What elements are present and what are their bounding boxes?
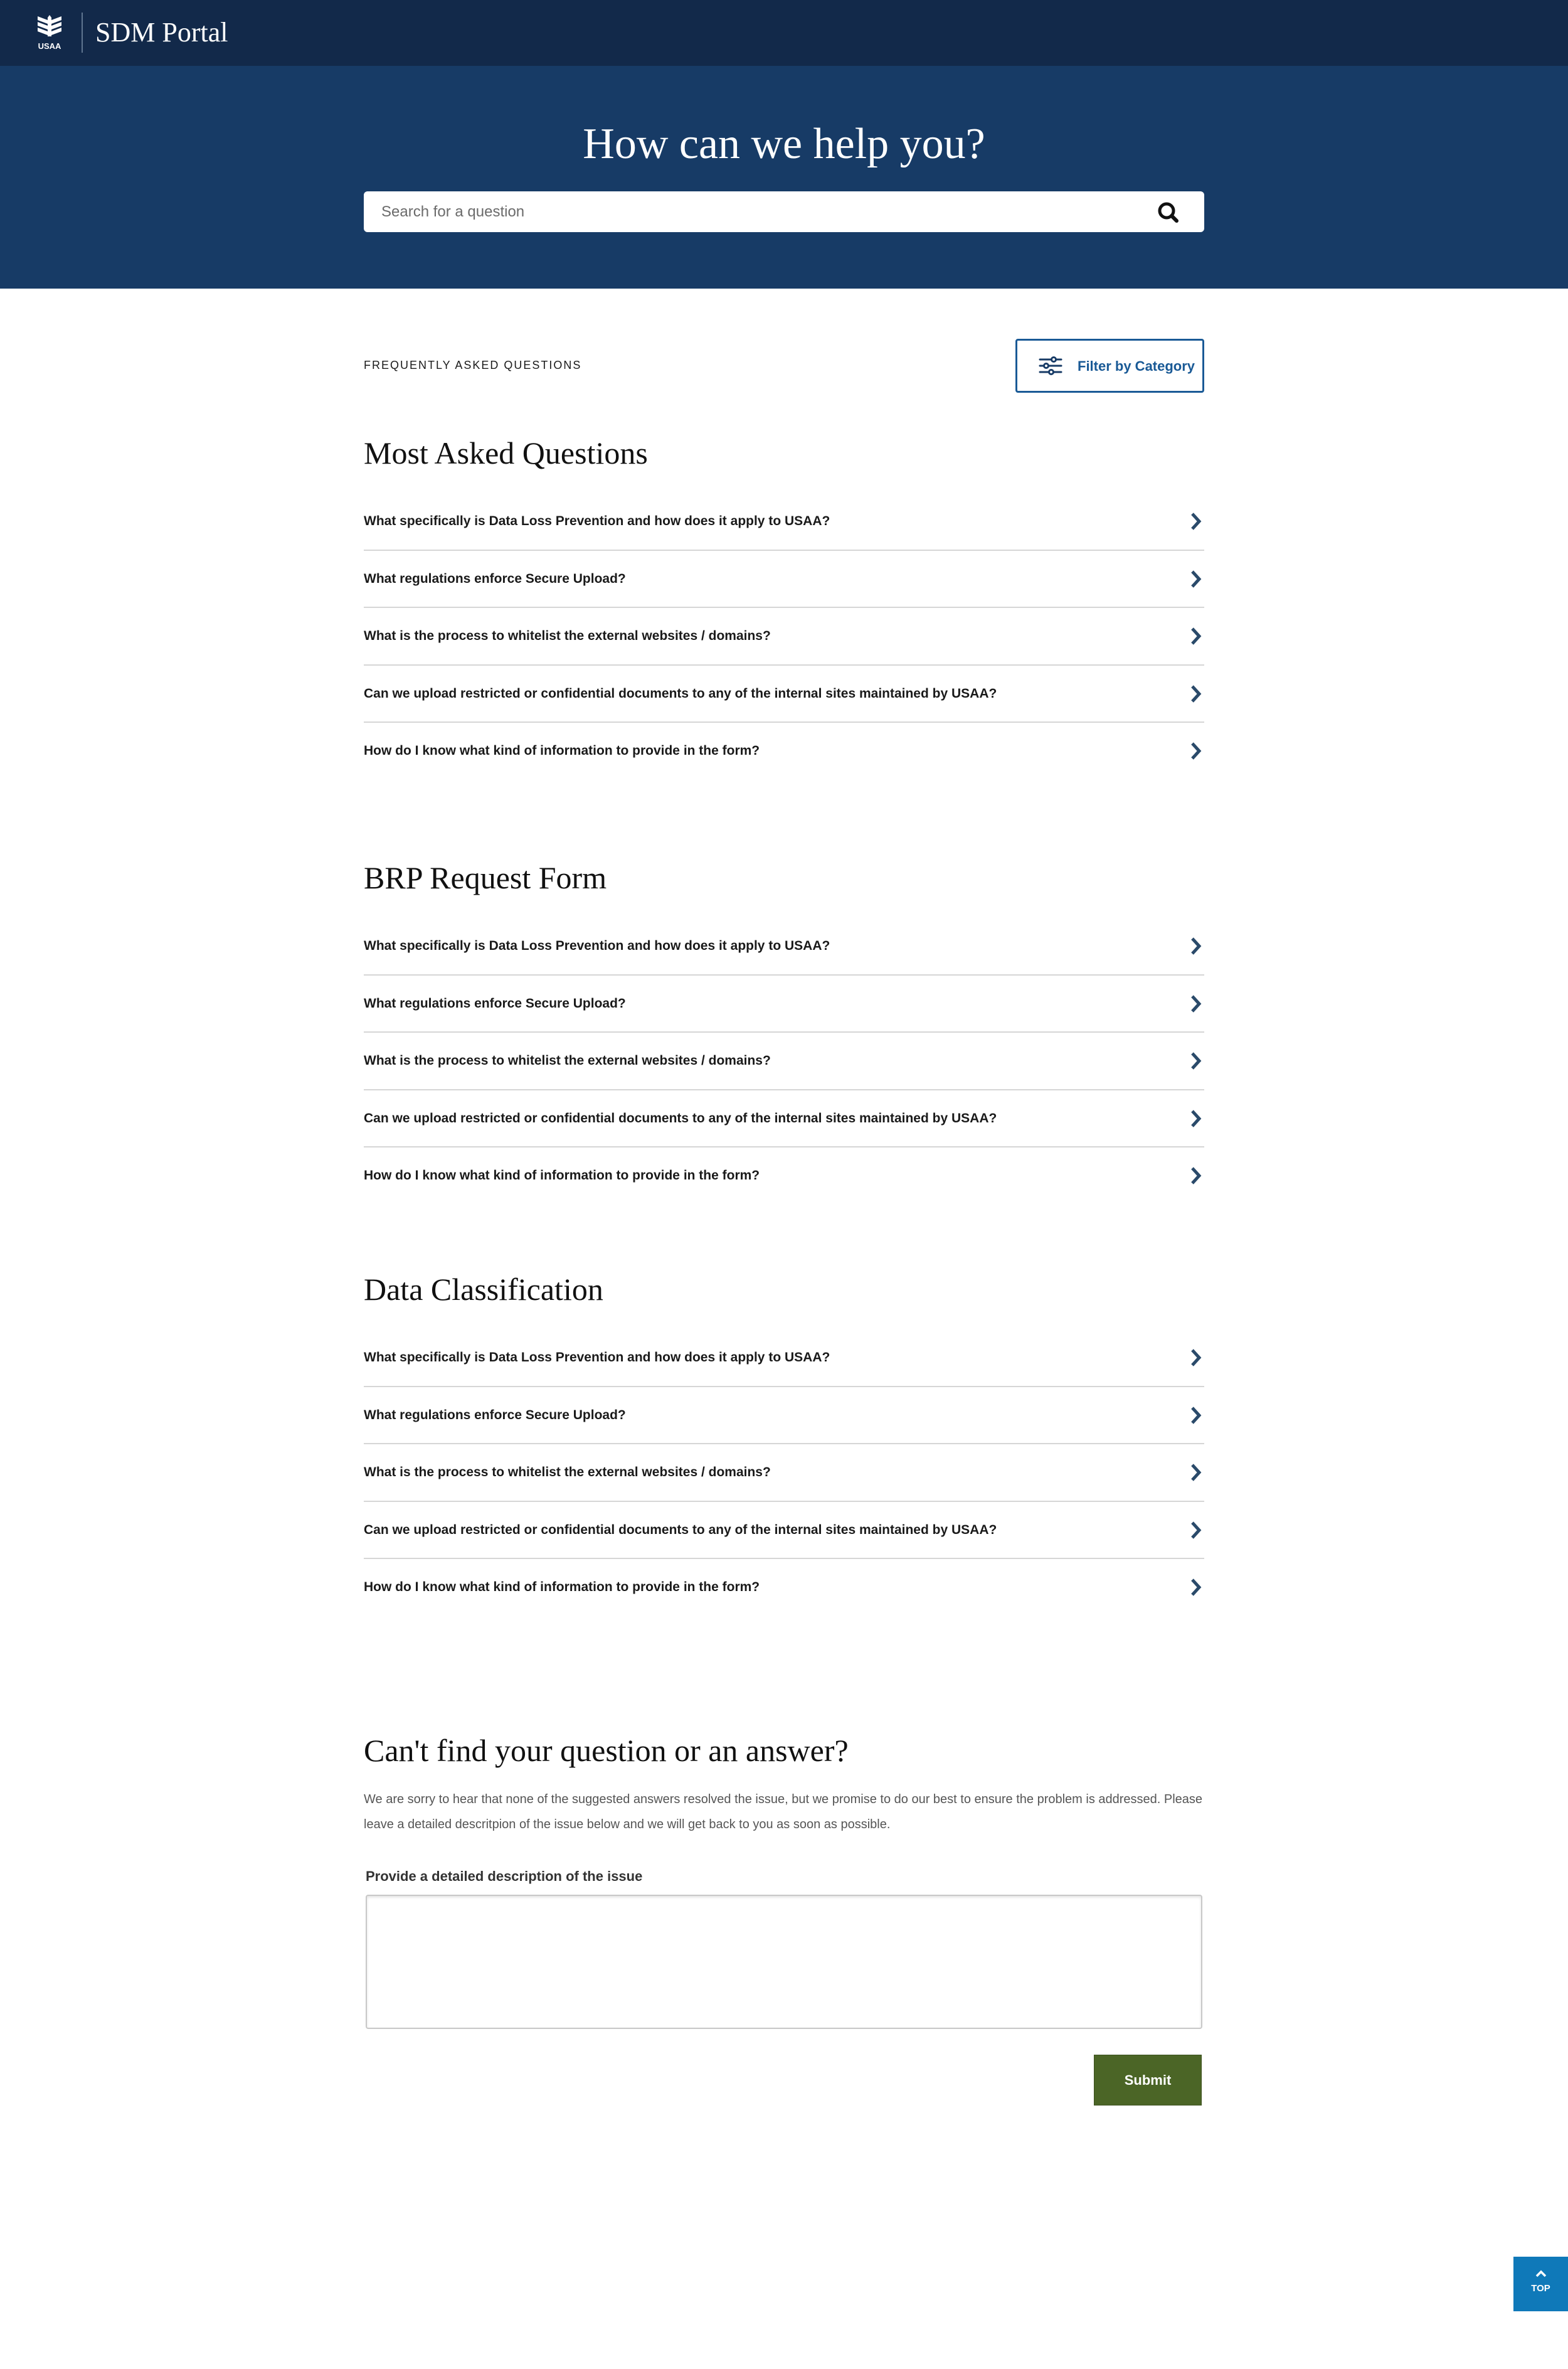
faq-label: FREQUENTLY ASKED QUESTIONS [364,359,582,371]
back-to-top-button[interactable] [1513,2257,1568,2311]
faq-item[interactable] [364,1147,1204,1205]
section-title: Data Classification [364,1272,603,1307]
faq-question: What specifically is Data Loss Prevention and how does it apply to USAA? [364,514,830,528]
portal-title[interactable]: SDM Portal [95,17,228,48]
faq-item[interactable] [364,1444,1204,1502]
filter-button-label: Filter by Category [1078,358,1195,374]
chevron-right-icon [1190,1109,1202,1128]
faq-question: How do I know what kind of information to provide in the form? [364,1168,760,1183]
faq-item[interactable] [364,976,1204,1033]
faq-list [364,493,1204,780]
hero-banner [0,66,1568,289]
faq-item[interactable] [364,1033,1204,1090]
faq-question: How do I know what kind of information to provide in the form? [364,1580,760,1594]
faq-item[interactable] [364,1387,1204,1445]
search-icon[interactable] [1155,200,1180,225]
hero-title: How can we help you? [583,120,985,168]
section-title: BRP Request Form [364,860,607,895]
chevron-right-icon [1190,1463,1202,1482]
faq-question: Can we upload restricted or confidential documents to any of the internal sites maintained by USAA? [364,1110,997,1126]
chevron-right-icon [1190,937,1202,956]
faq-question: What is the process to whitelist the external websites / domains? [364,1053,771,1068]
faq-question: What specifically is Data Loss Prevention and how does it apply to USAA? [364,1350,830,1365]
faq-item[interactable] [364,1090,1204,1148]
filter-by-category-button[interactable] [1015,339,1204,393]
usaa-logo[interactable] [34,14,65,51]
faq-question: Can we upload restricted or confidential documents to any of the internal sites maintained by USAA? [364,1522,997,1537]
chevron-right-icon [1190,1348,1202,1367]
faq-item[interactable] [364,551,1204,609]
chevron-right-icon [1190,627,1202,646]
faq-question: What is the process to whitelist the external websites / domains? [364,1465,771,1479]
top-navigation-bar [0,0,1568,66]
faq-item[interactable] [364,1559,1204,1617]
faq-question: What regulations enforce Secure Upload? [364,571,626,586]
section-title: Most Asked Questions [364,435,648,471]
filter-sliders-icon [1037,354,1064,377]
faq-item[interactable] [364,918,1204,976]
faq-item[interactable] [364,723,1204,780]
faq-list [364,1329,1204,1617]
search-bar [364,191,1204,232]
faq-list [364,918,1204,1205]
faq-item[interactable] [364,666,1204,723]
faq-item[interactable] [364,1329,1204,1387]
faq-question: What specifically is Data Loss Prevention and how does it apply to USAA? [364,939,830,953]
chevron-right-icon [1190,1051,1202,1070]
faq-question: What regulations enforce Secure Upload? [364,1407,626,1422]
contact-description: We are sorry to hear that none of the suggested answers resolved the issue, but we promise to do our best to ensure the problem is addressed. Please leave a detailed descritpion of the issue below and we will get back to you as soon as possible. [364,1792,1203,1831]
chevron-right-icon [1190,570,1202,588]
faq-item[interactable] [364,1502,1204,1560]
chevron-right-icon [1190,684,1202,703]
logo-divider [82,13,83,53]
logo-text: USAA [38,41,61,51]
faq-question: How do I know what kind of information to provide in the form? [364,743,760,758]
faq-question: What regulations enforce Secure Upload? [364,996,626,1011]
usaa-eagle-icon [34,14,65,51]
faq-question: Can we upload restricted or confidential documents to any of the internal sites maintained by USAA? [364,686,997,701]
faq-item[interactable] [364,608,1204,666]
chevron-right-icon [1190,1578,1202,1597]
description-field-label: Provide a detailed description of the issue [366,1868,643,1884]
faq-item[interactable] [364,493,1204,551]
chevron-right-icon [1190,742,1202,760]
search-input[interactable] [364,191,1154,232]
chevron-right-icon [1190,1166,1202,1185]
chevron-right-icon [1190,512,1202,531]
submit-button[interactable]: Submit [1094,2055,1202,2105]
chevron-right-icon [1190,1406,1202,1425]
faq-question: What is the process to whitelist the external websites / domains? [364,629,771,643]
chevron-up-icon [1535,2269,1547,2278]
description-textarea[interactable] [366,1895,1202,2029]
chevron-right-icon [1190,1521,1202,1540]
contact-title: Can't find your question or an answer? [364,1733,849,1768]
back-to-top-label: TOP [1531,2283,1550,2294]
chevron-right-icon [1190,994,1202,1013]
